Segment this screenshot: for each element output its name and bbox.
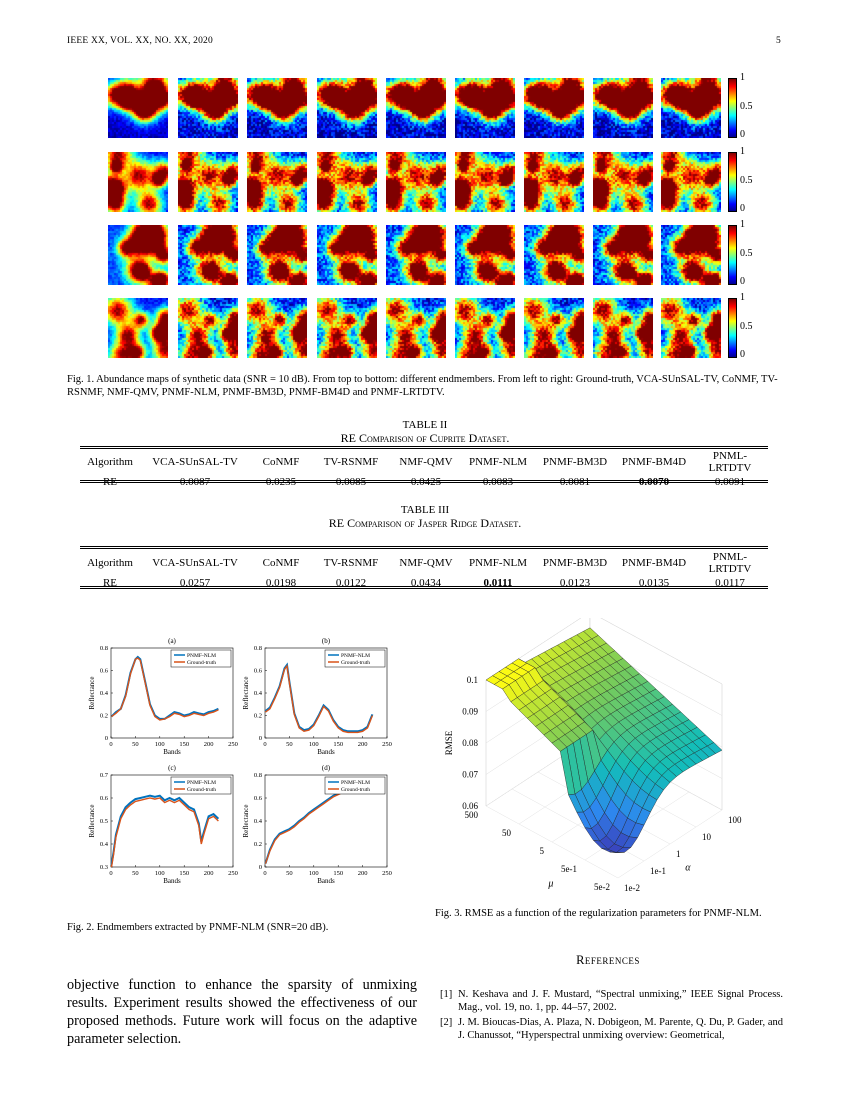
abundance-map [247,78,307,138]
x-tick-label: 50 [132,870,139,877]
abundance-map [178,152,238,212]
x-tick-label: 200 [203,870,214,877]
subplot [242,637,392,756]
abundance-map [178,225,238,285]
table-cell: RE [102,577,118,589]
colorbar-tick-label: 0 [740,203,745,214]
abundance-map [108,225,168,285]
y-tick-label: 0.8 [253,645,262,652]
table-cell: 0.0091 [714,476,746,488]
figure-3-rmse-surface [438,618,783,893]
abundance-map [317,152,377,212]
table-cell: RE [102,476,118,488]
table-cell: PNML-LRTDTV [708,450,752,474]
table-cell: 0.0434 [410,577,442,589]
y-tick-label: 0 [104,735,108,742]
y-tick-label: 0.2 [253,712,262,720]
reference-text: N. Keshava and J. F. Mustard, “Spectral unmixing,” IEEE Signal Process. Mag., vol. 19, no. 1, pp. 44–57, 2002. [458,989,783,1013]
abundance-map [524,78,584,138]
abundance-map [593,78,653,138]
legend-label: Ground-truth [341,787,371,793]
colorbar [728,225,737,285]
colorbar-tick-label: 0.5 [740,248,753,259]
table-cell: 0.0257 [179,577,211,589]
table-2-label: TABLE II [402,419,448,431]
y-axis-label: Reflectance [88,676,96,710]
figure-1-abundance-maps [108,72,758,360]
z-tick-label: 0.06 [462,801,478,811]
reference-list [440,988,783,1042]
y-tick-label: 0.6 [253,795,262,802]
x-tick-label: 50 [286,870,293,877]
abundance-map [247,152,307,212]
abundance-map [108,78,168,138]
x-tick-label: 50 [286,741,293,748]
table-cell: PNMF-BM4D [621,557,687,569]
y-tick-label: 0.4 [99,841,108,848]
abundance-map [386,78,446,138]
x-tick-label: 150 [179,741,190,748]
legend-label: PNMF-NLM [187,780,217,786]
alpha-axis-label: α [685,862,691,874]
x-tick-label: 250 [382,870,392,877]
alpha-tick-label: 10 [702,832,711,842]
abundance-map [455,152,515,212]
subplot-title: (d) [321,764,331,772]
abundance-map [455,225,515,285]
reference-item [440,1016,783,1042]
y-tick-label: 0 [258,864,262,871]
abundance-map [247,225,307,285]
abundance-map [317,225,377,285]
table-cell: 0.0117 [715,577,745,589]
running-header: IEEE XX, VOL. XX, NO. XX, 2020 [67,36,213,46]
table-cell: PNMF-BM3D [542,456,608,468]
table-3-header-row [80,550,768,576]
table-cell: VCA-SUnSAL-TV [152,557,238,569]
surface-patch [610,852,625,853]
table-3 [80,550,768,590]
y-axis-label: Reflectance [242,804,250,838]
colorbar [728,298,737,358]
x-tick-label: 0 [263,870,267,877]
legend-label: PNMF-NLM [341,653,371,659]
table-cell: 0.0235 [265,476,297,488]
x-axis-label: Bands [163,748,181,756]
abundance-map [386,298,446,358]
table-cell: VCA-SUnSAL-TV [152,456,238,468]
x-tick-label: 250 [228,870,238,877]
table-cell-best: 0.0111 [483,577,513,589]
colorbar [728,152,737,212]
table-cell: 0.0081 [559,476,591,488]
abundance-map [317,298,377,358]
table-cell: NMF-QMV [399,456,453,468]
x-tick-label: 200 [357,870,368,877]
reference-number: [2] [440,1017,453,1028]
mu-tick-label: 5 [539,846,544,856]
alpha-tick-label: 1e-2 [624,883,640,893]
abundance-map [593,298,653,358]
x-tick-label: 0 [263,741,267,748]
x-axis-label: Bands [317,877,335,885]
x-tick-label: 100 [154,870,165,877]
abundance-map [178,78,238,138]
y-tick-label: 0.3 [99,864,108,871]
abundance-map [661,78,721,138]
legend-label: Ground-truth [187,787,217,793]
y-tick-label: 0.2 [99,712,108,720]
table-2-header-row [80,449,768,475]
subplot-title: (c) [168,764,176,772]
subplot-title: (b) [321,637,331,645]
table-cell: NMF-QMV [399,557,453,569]
x-tick-label: 150 [333,870,344,877]
abundance-map [524,225,584,285]
x-axis-label: Bands [317,748,335,756]
y-tick-label: 0.4 [253,818,262,825]
colorbar-tick-label: 1 [740,219,745,230]
colorbar-tick-label: 0.5 [740,101,753,112]
y-tick-label: 0.4 [99,690,108,697]
colorbar-tick-label: 1 [740,72,745,83]
y-tick-label: 0.5 [99,818,108,825]
abundance-map [455,78,515,138]
legend-label: PNMF-NLM [341,780,371,786]
table-cell: Algorithm [87,557,133,569]
table-cell: PNML-LRTDTV [708,551,752,575]
abundance-map [108,298,168,358]
table-cell: CoNMF [262,456,300,468]
table-cell: 0.0083 [482,476,514,488]
y-tick-label: 0.6 [99,667,108,675]
mu-tick-label: 5e-2 [594,882,610,892]
table-cell: 0.0122 [335,577,367,589]
y-tick-label: 0 [258,735,262,742]
y-tick-label: 0.6 [253,667,262,675]
x-tick-label: 0 [109,741,113,748]
table-cell: TV-RSNMF [323,456,379,468]
abundance-map [108,152,168,212]
table-cell: 0.0425 [410,476,442,488]
x-tick-label: 50 [132,741,139,748]
colorbar-tick-label: 0 [740,276,745,287]
mu-tick-label: 5e-1 [561,864,577,874]
z-axis-label: RMSE [444,730,454,756]
x-tick-label: 0 [109,870,113,877]
references-heading: References [576,953,640,967]
figure-2-caption: Fig. 2. Endmembers extracted by PNMF-NLM (SNR=20 dB). [67,922,329,933]
table-cell: CoNMF [262,557,300,569]
subplot [242,764,392,885]
table-cell: 0.0198 [265,577,297,589]
legend-label: Ground-truth [341,660,371,666]
y-tick-label: 0.6 [99,795,108,802]
table-3-label: TABLE III [400,504,450,516]
figure-1-caption: Fig. 1. Abundance maps of synthetic data (SNR = 10 dB). From top to bottom: different endmembers. From left to right: Ground-truth, VCA-SUnSAL-TV, CoNMF, TV-RSNMF, NMF-QMV, PNMF-NLM, PNMF-BM3D, PNMF-BM4D and PNMF-LRTDTV. [67,374,778,398]
y-tick-label: 0.4 [253,690,262,697]
reference-item [440,988,783,1014]
x-tick-label: 100 [154,741,165,748]
y-tick-label: 0.8 [99,645,108,652]
x-axis-label: Bands [163,877,181,885]
figure-3-caption: Fig. 3. RMSE as a function of the regularization parameters for PNMF-NLM. [435,908,762,919]
x-tick-label: 100 [308,870,319,877]
colorbar-tick-label: 1 [740,146,745,157]
abundance-map [661,298,721,358]
table-3-title: RE Comparison of Jasper Ridge Dataset. [328,516,522,530]
table-cell-best: 0.0070 [638,476,670,488]
z-tick-label: 0.08 [462,738,478,748]
z-tick-label: 0.07 [462,769,478,780]
x-tick-label: 150 [333,741,344,748]
x-tick-label: 250 [228,741,238,748]
colorbar-tick-label: 0 [740,349,745,360]
z-tick-label: 0.09 [462,706,478,717]
abundance-map [661,152,721,212]
abundance-map [247,298,307,358]
x-tick-label: 150 [179,870,190,877]
table-cell: Algorithm [87,456,133,468]
abundance-map [661,225,721,285]
table-cell: 0.0085 [335,476,367,488]
table-2-title: RE Comparison of Cuprite Dataset. [340,431,510,445]
colorbar-tick-label: 0 [740,129,745,140]
table-cell: 0.0135 [638,577,670,589]
reference-text: J. M. Bioucas-Dias, A. Plaza, N. Dobigeon, M. Parente, Q. Du, P. Gader, and J. Chanussot, “Hyperspectral unmixing overview: Geometrical, [458,1017,783,1041]
alpha-tick-label: 100 [728,815,742,825]
colorbar [728,78,737,138]
abundance-map [593,225,653,285]
abundance-map [317,78,377,138]
mu-tick-label: 500 [464,810,478,820]
abundance-map [178,298,238,358]
table-cell: TV-RSNMF [323,557,379,569]
y-tick-label: 0.2 [253,841,262,848]
alpha-tick-label: 1 [676,849,681,859]
subplot-title: (a) [168,637,176,645]
legend-label: Ground-truth [187,660,217,666]
reference-number: [1] [440,989,453,1000]
abundance-map [524,298,584,358]
y-tick-label: 0.7 [99,772,108,779]
legend-label: PNMF-NLM [187,653,217,659]
alpha-tick-label: 1e-1 [650,866,666,876]
colorbar-tick-label: 0.5 [740,321,753,332]
mu-axis-label: μ [548,878,554,890]
table-2 [80,449,768,489]
colorbar-tick-label: 1 [740,292,745,303]
table-cell: PNMF-BM4D [621,456,687,468]
figure-2-endmember-plots [85,630,415,895]
table-cell: 0.0123 [559,577,591,589]
table-cell: 0.0087 [179,476,211,488]
colorbar-tick-label: 0.5 [740,175,753,186]
x-tick-label: 100 [308,741,319,748]
x-tick-label: 200 [203,741,214,748]
page-number: 5 [776,36,781,46]
x-tick-label: 200 [357,741,368,748]
abundance-map [593,152,653,212]
subplot [88,764,238,885]
abundance-map [386,152,446,212]
table-cell: PNMF-NLM [468,456,528,468]
z-tick-label: 0.1 [466,675,478,685]
conclusion-paragraph: objective function to enhance the sparsity of unmixing results. Experiment results showed the effectiveness of our proposed methods. Future work will focus on the adaptive parameter selection. [67,977,417,1047]
mu-tick-label: 50 [502,828,511,838]
subplot [88,637,238,756]
y-tick-label: 0.8 [253,772,262,779]
abundance-map [455,298,515,358]
y-axis-label: Reflectance [242,676,250,710]
y-axis-label: Reflectance [88,804,96,838]
abundance-map [524,152,584,212]
table-cell: PNMF-BM3D [542,557,608,569]
table-cell: PNMF-NLM [468,557,528,569]
abundance-map [386,225,446,285]
x-tick-label: 250 [382,741,392,748]
